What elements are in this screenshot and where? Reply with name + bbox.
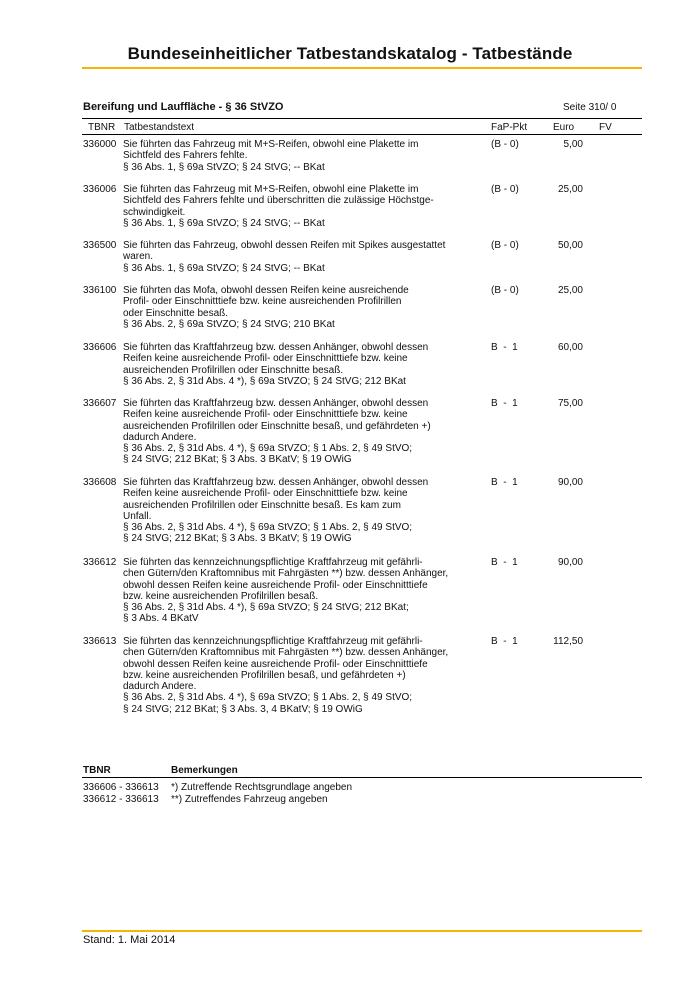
column-header-euro: Euro (553, 122, 575, 133)
offence-text-cell (123, 240, 446, 274)
euro-cell: 25,00 (557, 184, 583, 195)
euro-cell: 90,00 (557, 477, 583, 488)
offence-text-line: oder Einschnitte besaß. (123, 307, 229, 319)
tbnr-cell: 336608 (83, 477, 117, 488)
table-top-rule (82, 118, 642, 119)
offence-text-cell (123, 557, 449, 625)
remark-text: *) Zutreffende Rechtsgrundlage angeben (171, 782, 353, 793)
offence-text-cell (123, 139, 443, 173)
points-cell: (B - 0) (491, 240, 519, 251)
offence-text-line: § 36 Abs. 2, § 31d Abs. 4 *), § 69a StVZO; § 1 Abs. 2, § 49 StVO; (123, 692, 413, 704)
column-header-points: FaP-Pkt (491, 122, 528, 133)
offence-text-line: bzw. keine ausreichenden Profilrillen besaß, und gefährdeten +) (123, 669, 406, 681)
offence-text-line: obwohl dessen Reifen keine ausreichende Profil- oder Einschnitttiefe (123, 658, 428, 670)
remark-text: **) Zutreffendes Fahrzeug angeben (171, 794, 328, 805)
tbnr-cell: 336000 (83, 139, 117, 150)
offence-text-line: Reifen keine ausreichende Profil- oder Einschnitttiefe bzw. keine (123, 488, 408, 500)
offence-text-line: Reifen keine ausreichende Profil- oder Einschnitttiefe bzw. keine (123, 353, 408, 365)
euro-cell: 90,00 (557, 557, 583, 568)
points-cell: B - 1 (491, 636, 518, 647)
offence-text-line: Sie führten das Kraftfahrzeug bzw. dessen Anhänger, obwohl dessen (123, 398, 429, 409)
offence-text-cell (123, 636, 449, 715)
table-header-rule (82, 134, 642, 135)
remark-range: 336612 - 336613 (83, 794, 159, 805)
offence-text-line: § 36 Abs. 2, § 31d Abs. 4 *), § 69a StVZO; § 24 StVG; 212 BKat; (123, 602, 409, 614)
column-header-tbnr: TBNR (88, 122, 116, 133)
offence-text-line: Sie führten das kennzeichnungspflichtige Kraftfahrzeug mit gefährli- (123, 636, 423, 647)
points-cell: B - 1 (491, 398, 518, 409)
euro-cell: 25,00 (557, 285, 583, 296)
tbnr-cell: 336100 (83, 285, 117, 296)
offence-text-line: dadurch Andere. (123, 681, 197, 693)
tbnr-cell: 336006 (83, 184, 117, 195)
header-divider (82, 67, 642, 69)
tbnr-cell: 336612 (83, 557, 117, 568)
tbnr-cell: 336607 (83, 398, 117, 409)
euro-cell: 60,00 (557, 342, 583, 353)
offence-text-line: § 36 Abs. 2, § 69a StVZO; § 24 StVG; 210 BKat (123, 318, 335, 330)
offence-text-line: chen Gütern/den Kraftomnibus mit Fahrgästen **) bzw. dessen Anhänger, (123, 647, 449, 659)
offence-text-line: Profil- oder Einschnitttiefe bzw. keine ausreichenden Profilrillen (123, 296, 402, 308)
offence-text-cell (123, 184, 443, 229)
offence-text-line: Sie führten das kennzeichnungspflichtige Kraftfahrzeug mit gefährli- (123, 557, 423, 568)
offence-text-cell (123, 398, 443, 466)
offence-text-line: obwohl dessen Reifen keine ausreichende Profil- oder Einschnitttiefe (123, 579, 428, 591)
offence-text-line: dadurch Andere. (123, 431, 197, 443)
euro-cell: 5,00 (563, 139, 583, 150)
points-cell: B - 1 (491, 557, 518, 568)
offence-text-line: § 36 Abs. 2, § 31d Abs. 4 *), § 69a StVZO; § 1 Abs. 2, § 49 StVO; (123, 522, 413, 534)
offence-text-line: Sie führten das Fahrzeug, obwohl dessen Reifen mit Spikes ausgestattet (123, 240, 446, 251)
offence-text-line: Reifen keine ausreichende Profil- oder Einschnitttiefe bzw. keine (123, 409, 408, 421)
offence-text-line: Sichtfeld des Fahrers fehlte. (123, 150, 248, 162)
footer-date: Stand: 1. Mai 2014 (83, 934, 176, 946)
column-header-fv: FV (599, 122, 612, 133)
euro-cell: 112,50 (553, 636, 583, 647)
points-cell: B - 1 (491, 477, 518, 488)
offence-text-line: Sichtfeld des Fahrers fehlte und überschritten die zulässige Höchstge- (123, 195, 434, 207)
offence-text-cell (123, 342, 443, 387)
remarks-header-text: Bemerkungen (171, 765, 238, 776)
offence-text-cell (123, 477, 443, 545)
column-header-text: Tatbestandstext (124, 122, 195, 133)
offence-text-line: § 36 Abs. 1, § 69a StVZO; § 24 StVG; -- BKat (123, 262, 325, 274)
offence-text-line: § 36 Abs. 1, § 69a StVZO; § 24 StVG; -- BKat (123, 161, 325, 173)
section-title: Bereifung und Lauffläche - § 36 StVZO (83, 101, 284, 113)
offence-text-line: § 36 Abs. 2, § 31d Abs. 4 *), § 69a StVZO; § 24 StVG; 212 BKat (123, 375, 406, 387)
offence-text-line: waren. (123, 251, 154, 263)
offence-text-line: Sie führten das Kraftfahrzeug bzw. dessen Anhänger, obwohl dessen (123, 342, 429, 353)
document-title: Bundeseinheitlicher Tatbestandskatalog - Tatbestände (127, 44, 573, 63)
offence-text-line: ausreichenden Profilrillen oder Einschnitte besaß, und gefährdeten +) (123, 420, 431, 432)
footer-divider (82, 930, 642, 932)
remarks-rule (82, 777, 642, 778)
offence-text-cell (123, 285, 443, 330)
euro-cell: 50,00 (557, 240, 583, 251)
offence-text-line: Sie führten das Mofa, obwohl dessen Reifen keine ausreichende (123, 285, 409, 296)
offence-text-line: schwindigkeit. (123, 206, 186, 218)
offence-text-line: § 24 StVG; 212 BKat; § 3 Abs. 3 BKatV; § 19 OWiG (123, 454, 352, 466)
tbnr-cell: 336500 (83, 240, 117, 251)
offence-text-line: § 24 StVG; 212 BKat; § 3 Abs. 3 BKatV; § 19 OWiG (123, 533, 352, 545)
page-number: Seite 310/ 0 (563, 102, 617, 113)
offence-text-line: § 24 StVG; 212 BKat; § 3 Abs. 3, 4 BKatV; § 19 OWiG (123, 703, 363, 715)
offence-text-line: § 36 Abs. 1, § 69a StVZO; § 24 StVG; -- BKat (123, 217, 325, 229)
offence-text-line: chen Gütern/den Kraftomnibus mit Fahrgästen **) bzw. dessen Anhänger, (123, 568, 449, 580)
offence-text-line: bzw. keine ausreichenden Profilrillen besaß. (123, 590, 319, 602)
points-cell: (B - 0) (491, 184, 519, 195)
remark-range: 336606 - 336613 (83, 782, 159, 793)
euro-cell: 75,00 (557, 398, 583, 409)
offence-text-line: Unfall. (123, 510, 152, 522)
offence-text-line: ausreichenden Profilrillen oder Einschnitte besaß. Es kam zum (123, 499, 401, 511)
offence-text-line: Sie führten das Fahrzeug mit M+S-Reifen, obwohl eine Plakette im (123, 184, 419, 195)
tbnr-cell: 336606 (83, 342, 117, 353)
offence-text-line: § 3 Abs. 4 BKatV (123, 613, 199, 625)
offence-text-line: § 36 Abs. 2, § 31d Abs. 4 *), § 69a StVZO; § 1 Abs. 2, § 49 StVO; (123, 443, 413, 455)
offence-text-line: ausreichenden Profilrillen oder Einschnitte besaß. (123, 364, 344, 376)
offence-text-line: Sie führten das Kraftfahrzeug bzw. dessen Anhänger, obwohl dessen (123, 477, 429, 488)
points-cell: (B - 0) (491, 285, 519, 296)
remarks-header-tbnr: TBNR (83, 765, 111, 776)
tbnr-cell: 336613 (83, 636, 117, 647)
points-cell: (B - 0) (491, 139, 519, 150)
offence-text-line: Sie führten das Fahrzeug mit M+S-Reifen, obwohl eine Plakette im (123, 139, 419, 150)
points-cell: B - 1 (491, 342, 518, 353)
